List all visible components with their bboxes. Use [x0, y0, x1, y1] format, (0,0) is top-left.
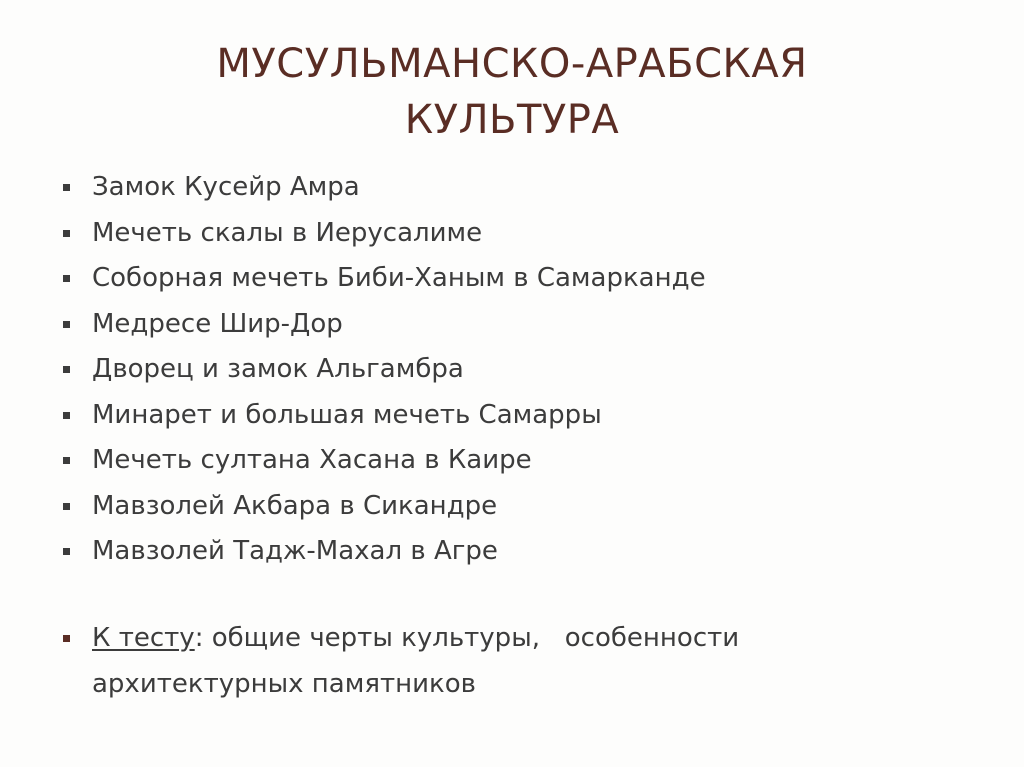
list-item-text: Соборная мечеть Биби-Ханым в Самарканде	[92, 263, 706, 293]
slide-title-line-2: КУЛЬТУРА	[404, 97, 620, 143]
test-note-text: общие черты культуры, особенности	[203, 623, 740, 653]
square-bullet-icon	[63, 457, 70, 464]
square-bullet-icon	[63, 184, 70, 191]
test-note-key: К тесту	[92, 623, 195, 653]
list-item	[62, 211, 1002, 257]
list-item-text: Медресе Шир-Дор	[92, 308, 343, 339]
list-item	[62, 302, 1002, 348]
list-item	[62, 529, 1002, 575]
list-item-text: Мечеть скалы в Иерусалиме	[92, 217, 483, 248]
monument-list	[62, 165, 1002, 575]
square-bullet-icon	[63, 635, 70, 642]
list-item	[62, 393, 1002, 439]
test-note-line-2: архитектурных памятников	[92, 669, 476, 699]
slide-title-line-1: МУСУЛЬМАНСКО-АРАБСКАЯ	[216, 41, 808, 87]
list-item-text: Минарет и большая мечеть Самарры	[92, 399, 602, 430]
list-item	[62, 484, 1002, 530]
test-note-line-1	[92, 615, 992, 661]
square-bullet-icon	[63, 366, 70, 373]
square-bullet-icon	[63, 548, 70, 555]
list-item-text: Мечеть султана Хасана в Каире	[92, 445, 532, 475]
list-item-text: Мавзолей Акбара в Сикандре	[92, 490, 498, 521]
list-item	[62, 165, 1002, 211]
list-item-text: Замок Кусейр Амра	[92, 172, 360, 202]
list-item	[62, 256, 1002, 302]
square-bullet-icon	[63, 275, 70, 282]
square-bullet-icon	[63, 321, 70, 328]
square-bullet-icon	[63, 412, 70, 419]
square-bullet-icon	[63, 503, 70, 510]
slide-title	[0, 36, 1024, 148]
list-item-text: Мавзолей Тадж-Махал в Агре	[92, 536, 498, 566]
test-note	[62, 615, 992, 707]
list-item-text: Дворец и замок Альгамбра	[92, 354, 464, 384]
list-item	[62, 347, 1002, 393]
square-bullet-icon	[63, 230, 70, 237]
list-item	[62, 438, 1002, 484]
test-note-colon: :	[194, 623, 204, 653]
